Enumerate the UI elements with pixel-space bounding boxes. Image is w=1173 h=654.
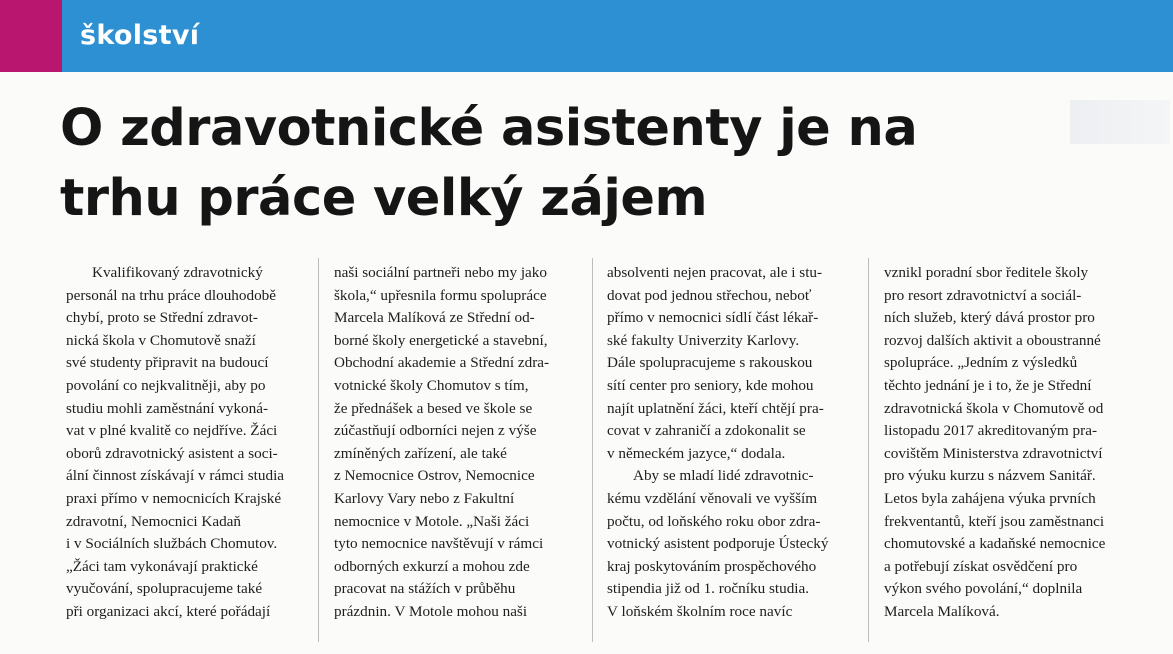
text-line: a potřebují získat osvědčení pro [884, 557, 1078, 575]
article-column-1 [66, 262, 298, 624]
text-line: najít uplatnění žáci, kteří chtějí pra- [607, 399, 824, 417]
section-color-tab [0, 0, 62, 72]
text-line: vznikl poradní sbor ředitele školy [884, 264, 1089, 281]
text-line: Dále spolupracujeme s rakouskou [607, 354, 813, 372]
text-line: odborných exkurzí a mohou zde [334, 557, 530, 575]
text-line: Letos byla zahájena výuka prvních [884, 489, 1096, 507]
text-line: nemocnice v Motole. „Naši žáci [334, 512, 530, 530]
text-line: ální činnost získávají v rámci studia [66, 467, 285, 485]
text-line: zdravotní, Nemocnici Kadaň [66, 512, 242, 530]
text-line: i v Sociálních službách Chomutov. [66, 535, 278, 553]
column-divider [318, 258, 319, 642]
text-line: ních služeb, který dává prostor pro [884, 309, 1095, 327]
text-line: Marcela Malíková ze Střední od- [334, 309, 535, 327]
text-line: ské fakulty Univerzity Karlovy. [607, 331, 800, 349]
text-line: pro výuku kurzu s názvem Sanitář. [884, 467, 1096, 485]
text-line: Obchodní akademie a Střední zdra- [334, 354, 550, 372]
text-line: Marcela Malíková. [884, 602, 1000, 620]
headline-line-1: O zdravotnické asistenty je na [60, 99, 918, 158]
text-line: oborů zdravotnický asistent a soci- [66, 444, 278, 462]
text-line: vyučování, spolupracujeme také [66, 580, 263, 598]
text-line: chomutovské a kadaňské nemocnice [884, 535, 1106, 553]
text-line: votnické školy Chomutov s tím, [334, 376, 529, 394]
text-line: výkon svého povolání,“ doplnila [884, 580, 1083, 598]
text-line: absolventi nejen pracovat, ale i stu- [607, 264, 823, 281]
section-label: školství [80, 20, 200, 51]
text-line: z Nemocnice Ostrov, Nemocnice [334, 467, 535, 485]
text-line: povolání co nejkvalitněji, aby po [66, 376, 266, 394]
text-line: nická škola v Chomutově snaží [66, 331, 256, 349]
text-line: těchto jednání je i to, že je Střední [884, 376, 1092, 394]
text-line: praxi přímo v nemocnicích Krajské [66, 489, 282, 507]
text-line: zúčastňují odborníci nejen z výše [334, 422, 537, 440]
column-divider [592, 258, 593, 642]
text-line: votnický asistent podporuje Ústecký [607, 535, 829, 553]
text-line: pro resort zdravotnictví a sociál- [884, 286, 1082, 304]
section-header-bar [0, 0, 1173, 72]
text-line: covat v zahraničí a zdokonalit se [607, 422, 806, 440]
headline-line-2: trhu práce velký zájem [60, 169, 708, 228]
text-line: stipendia již od 1. ročníku studia. [607, 580, 810, 598]
text-line: tyto nemocnice navštěvují v rámci [334, 535, 544, 553]
text-line: naši sociální partneři nebo my jako [334, 264, 547, 281]
text-line: prázdnin. V Motole mohou naši [334, 602, 528, 620]
text-line: V loňském školním roce navíc [607, 602, 793, 620]
text-line: kému vzdělání věnovali ve vyšším [607, 489, 818, 507]
text-line: zdravotnická škola v Chomutově od [884, 399, 1104, 417]
column-divider [868, 258, 869, 642]
text-line: personál na trhu práce dlouhodobě [66, 286, 277, 304]
text-line: Karlovy Vary nebo z Fakultní [334, 489, 515, 507]
text-line: Kvalifikovaný zdravotnický [92, 264, 263, 281]
text-line: listopadu 2017 akreditovaným pra- [884, 422, 1097, 440]
article-headline [60, 94, 1060, 234]
article-column-4 [884, 262, 1116, 624]
text-line: Aby se mladí lidé zdravotnic- [633, 467, 814, 485]
text-line: sítí center pro seniory, kde mohou [607, 376, 814, 394]
text-line: borné školy energetické a stavební, [334, 331, 548, 349]
section-banner [62, 0, 1173, 72]
article-column-3 [607, 262, 839, 624]
text-line: studiu mohli zaměstnání vykoná- [66, 399, 269, 417]
text-line: kraj poskytováním prospěchového [607, 557, 817, 575]
text-line: vat v plné kvalitě co nejdříve. Žáci [66, 422, 278, 440]
text-line: v německém jazyce,“ dodala. [607, 444, 786, 462]
text-line: dovat pod jednou střechou, neboť [607, 286, 812, 304]
text-line: spolupráce. „Jedním z výsledků [884, 354, 1078, 372]
text-line: rozvoj dalších aktivit a oboustranné [884, 331, 1101, 349]
text-line: že přednášek a besed ve škole se [334, 399, 533, 417]
text-line: při organizaci akcí, které pořádají [66, 602, 271, 620]
bleed-through-shadow [1070, 100, 1170, 144]
text-line: přímo v nemocnici sídlí část lékař- [607, 309, 819, 327]
text-line: své studenty připravit na budoucí [66, 354, 269, 372]
text-line: počtu, od loňského roku obor zdra- [607, 512, 821, 530]
text-line: chybí, proto se Střední zdravot- [66, 309, 258, 327]
text-line: frekventantů, kteří jsou zaměstnanci [884, 512, 1105, 530]
text-line: pracovat na stážích v průběhu [334, 580, 516, 598]
text-line: „Žáci tam vykonávají praktické [66, 557, 258, 575]
text-line: škola,“ upřesnila formu spolupráce [334, 286, 547, 304]
text-line: zmíněných zařízení, ale také [334, 444, 507, 462]
article-column-2 [334, 262, 566, 624]
text-line: covištěm Ministerstva zdravotnictví [884, 444, 1103, 462]
